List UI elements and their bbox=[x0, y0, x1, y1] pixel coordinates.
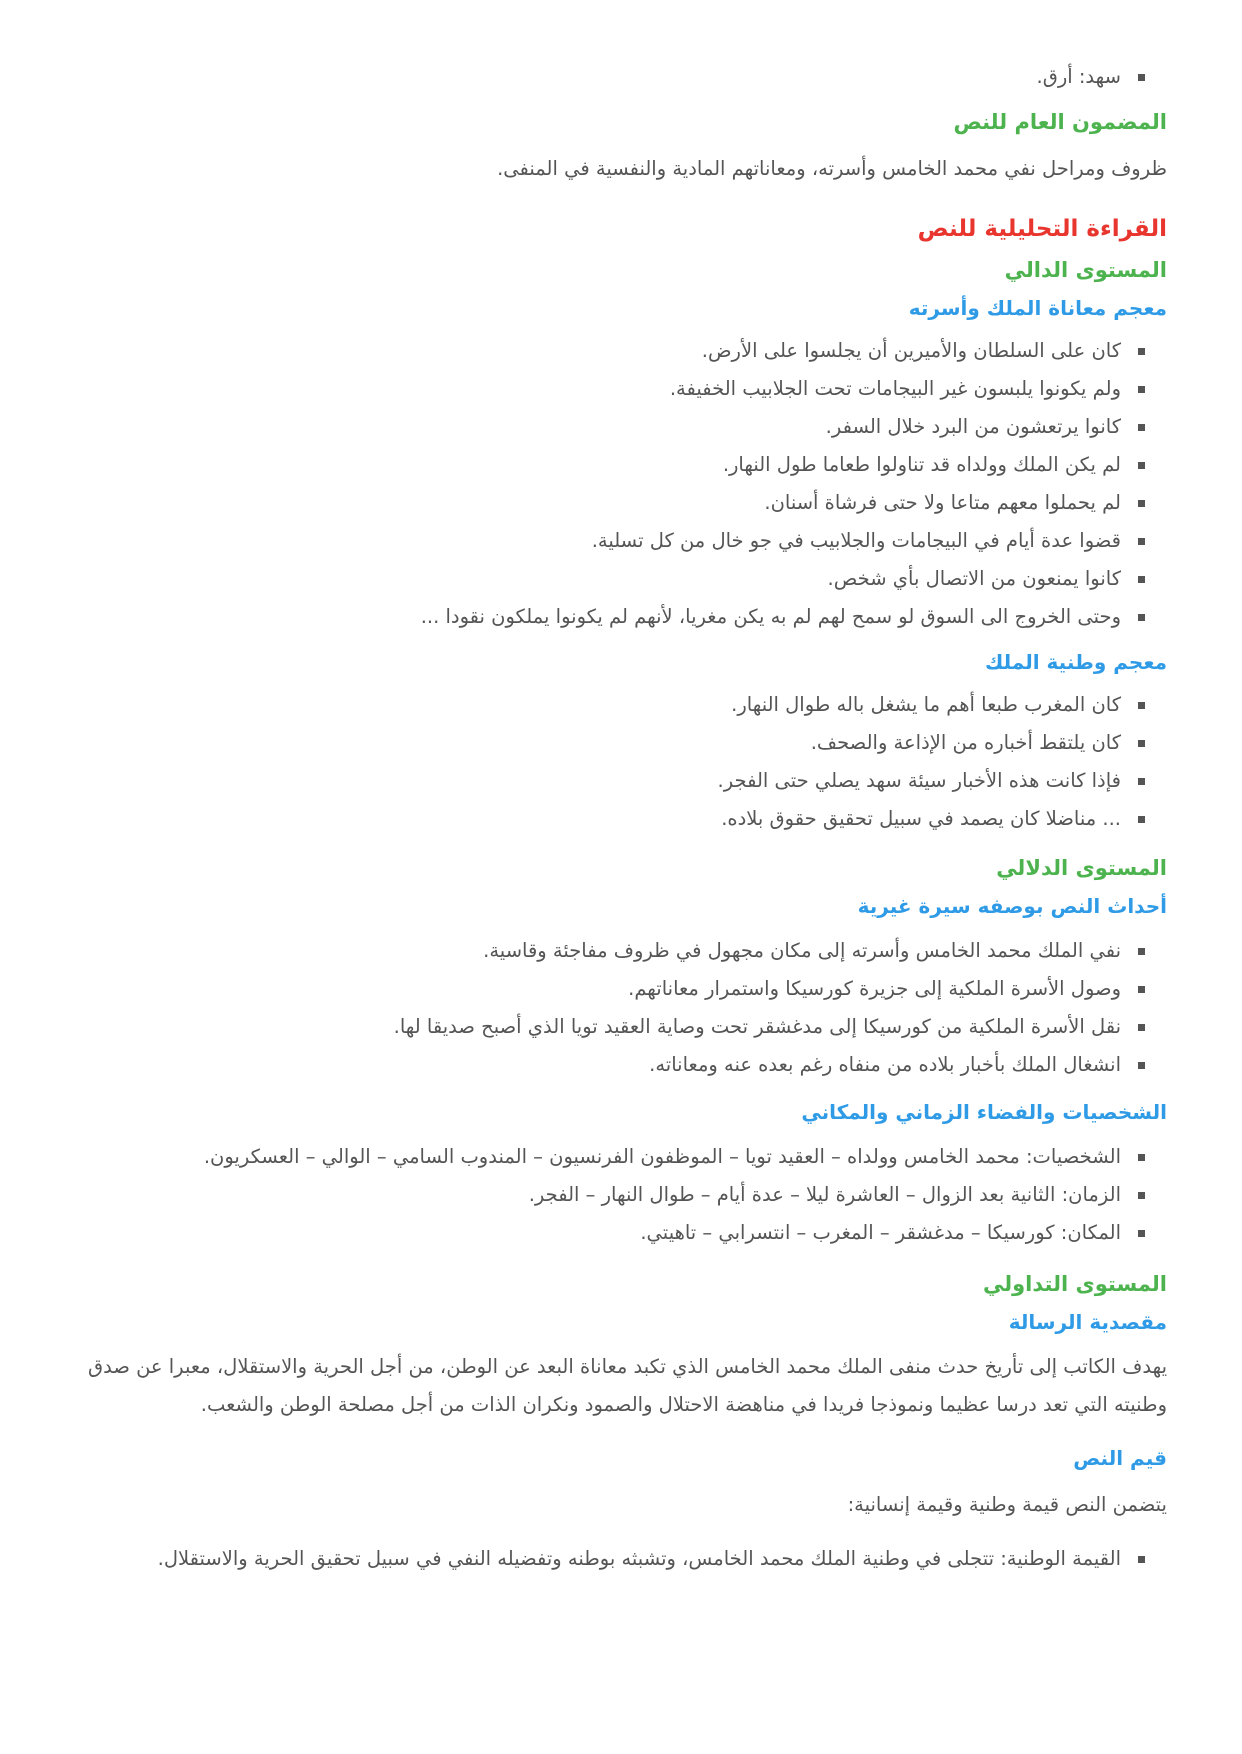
list-item: كانوا يمنعون من الاتصال بأي شخص. bbox=[75, 560, 1145, 598]
list-item: انشغال الملك بأخبار بلاده من منفاه رغم بعده عنه ومعاناته. bbox=[75, 1046, 1145, 1084]
values-heading: قيم النص bbox=[1073, 1446, 1167, 1470]
values-list bbox=[75, 1540, 1167, 1578]
list-item: كانوا يرتعشون من البرد خلال السفر. bbox=[75, 408, 1145, 446]
general-content-text: ظروف ومراحل نفي محمد الخامس وأسرته، ومعاناتهم المادية والنفسية في المنفى. bbox=[497, 157, 1167, 180]
semantic-level-heading: المستوى الدلالي bbox=[996, 856, 1167, 880]
list-item: كان يلتقط أخباره من الإذاعة والصحف. bbox=[75, 724, 1145, 762]
list-item: المكان: كورسيكا – مدغشقر – المغرب – انتسرابي – تاهيتي. bbox=[75, 1214, 1145, 1252]
list-item: وحتى الخروج الى السوق لو سمح لهم لم به يكن مغريا، لأنهم لم يكونوا يملكون نقودا ... bbox=[75, 598, 1145, 636]
vocabulary-list bbox=[75, 58, 1167, 96]
list-item: قضوا عدة أيام في البيجامات والجلابيب في جو خال من كل تسلية. bbox=[75, 522, 1145, 560]
list-item: لم يحملوا معهم متاعا ولا حتى فرشاة أسنان. bbox=[75, 484, 1145, 522]
list-item: ولم يكونوا يلبسون غير البيجامات تحت الجلابيب الخفيفة. bbox=[75, 370, 1145, 408]
suffering-lexicon-heading: معجم معاناة الملك وأسرته bbox=[908, 296, 1167, 320]
list-item: القيمة الوطنية: تتجلى في وطنية الملك محمد الخامس، وتشبثه بوطنه وتفضيله النفي في سبيل تحقيق الحرية والاستقلال. bbox=[75, 1540, 1145, 1578]
list-item: الزمان: الثانية بعد الزوال – العاشرة ليلا – عدة أيام – طوال النهار – الفجر. bbox=[75, 1176, 1145, 1214]
list-item: وصول الأسرة الملكية إلى جزيرة كورسيكا واستمرار معاناتهم. bbox=[75, 970, 1145, 1008]
list-item: نفي الملك محمد الخامس وأسرته إلى مكان مجهول في ظروف مفاجئة وقاسية. bbox=[75, 932, 1145, 970]
list-item: لم يكن الملك وولداه قد تناولوا طعاما طول النهار. bbox=[75, 446, 1145, 484]
pragmatic-level-heading: المستوى التداولي bbox=[983, 1272, 1167, 1296]
message-purpose-heading: مقصدية الرسالة bbox=[1008, 1310, 1167, 1334]
events-heading: أحداث النص بوصفه سيرة غيرية bbox=[857, 894, 1167, 918]
list-item: نقل الأسرة الملكية من كورسيكا إلى مدغشقر تحت وصاية العقيد تويا الذي أصبح صديقا لها. bbox=[75, 1008, 1145, 1046]
characters-space-heading: الشخصيات والفضاء الزماني والمكاني bbox=[801, 1100, 1167, 1124]
events-list bbox=[75, 932, 1167, 1084]
suffering-lexicon-list bbox=[75, 332, 1167, 636]
list-item: الشخصيات: محمد الخامس وولداه – العقيد تويا – الموظفون الفرنسيون – المندوب السامي – الوالي – العسكريون. bbox=[75, 1138, 1145, 1176]
list-item: كان على السلطان والأميرين أن يجلسوا على الأرض. bbox=[75, 332, 1145, 370]
values-intro: يتضمن النص قيمة وطنية وقيمة إنسانية: bbox=[847, 1493, 1167, 1516]
patriotism-lexicon-list bbox=[75, 686, 1167, 838]
list-item: سهد: أرق. bbox=[75, 58, 1145, 96]
list-item: فإذا كانت هذه الأخبار سيئة سهد يصلي حتى الفجر. bbox=[75, 762, 1145, 800]
analytic-reading-heading: القراءة التحليلية للنص bbox=[917, 216, 1167, 242]
list-item: ... مناضلا كان يصمد في سبيل تحقيق حقوق بلاده. bbox=[75, 800, 1145, 838]
characters-space-list bbox=[75, 1138, 1167, 1252]
general-content-heading: المضمون العام للنص bbox=[953, 110, 1167, 134]
message-purpose-text: يهدف الكاتب إلى تأريخ حدث منفى الملك محمد الخامس الذي تكبد معاناة البعد عن الوطن، من أجل الحرية والاستقلال، معبرا عن صدق وطنيته التي تعد درسا عظيما ونموذجا فريدا في مناهضة الاحتلال والصمود ونكران الذات من أجل مصلحة الوطن والشعب. bbox=[87, 1355, 1167, 1416]
lexical-level-heading: المستوى الدالي bbox=[1004, 258, 1167, 282]
list-item: كان المغرب طبعا أهم ما يشغل باله طوال النهار. bbox=[75, 686, 1145, 724]
patriotism-lexicon-heading: معجم وطنية الملك bbox=[985, 650, 1167, 674]
